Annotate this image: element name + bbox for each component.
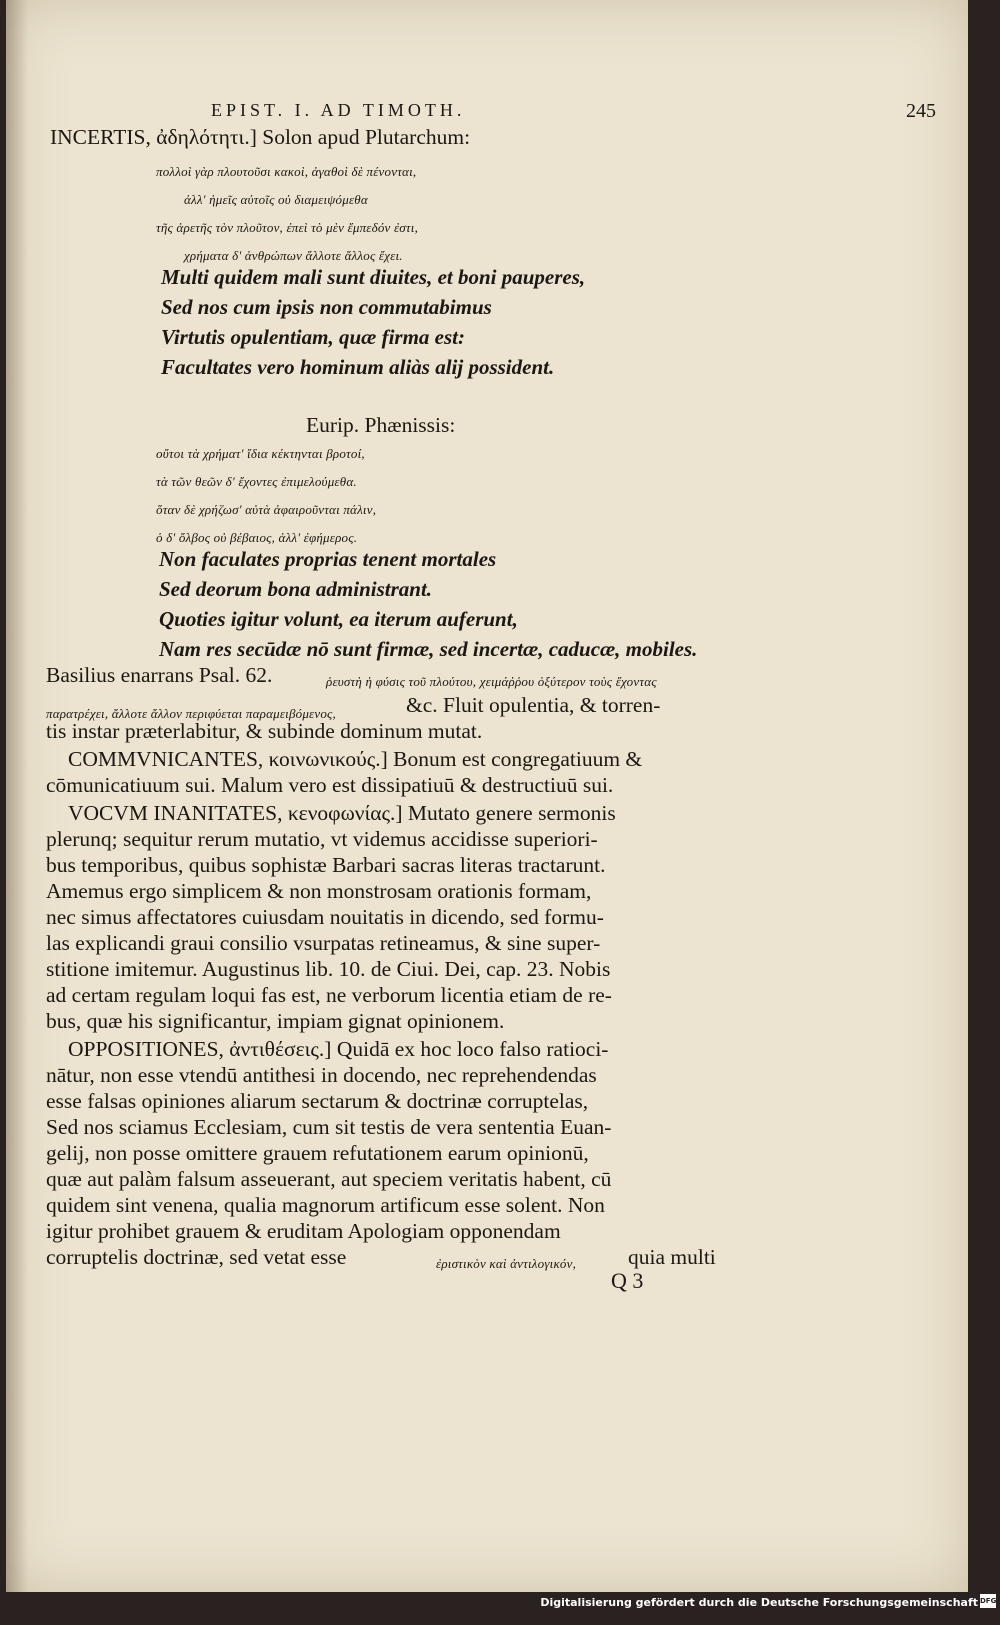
italic-verse-line: Sed deorum bona administrant. <box>159 577 433 601</box>
book-page <box>6 0 968 1592</box>
italic-verse-line: Sed nos cum ipsis non commutabimus <box>161 295 492 319</box>
text-line: INCERTIS, ἀδηλότητι.] Solon apud Plutarchum: <box>50 125 471 149</box>
greek-text-line: ἐριστικὸν καὶ ἀντιλογικόν, <box>436 1256 577 1271</box>
text-line: OPPOSITIONES, ἀντιθέσεις.] Quidā ex hoc loco falso ratioci- <box>68 1037 609 1061</box>
text-line: corruptelis doctrinæ, sed vetat esse <box>46 1245 347 1269</box>
greek-text-line: οὔτοι τὰ χρήματ' ἴδια κέκτηνται βροτοί, <box>156 446 365 461</box>
greek-text-line: παρατρέχει, ἄλλοτε ἄλλον περιφύεται παραμειβόμενος, <box>46 706 336 721</box>
text-line: tis instar præterlabitur, & subinde dominum mutat. <box>46 719 483 743</box>
greek-text-line: ἀλλ' ἡμεῖς αὐτοῖς οὐ διαμειψόμεθα <box>184 192 368 207</box>
text-line: las explicandi graui consilio vsurpatas retineamus, & sine super- <box>46 931 601 955</box>
text-line: stitione imitemur. Augustinus lib. 10. de Ciui. Dei, cap. 23. Nobis <box>46 957 611 981</box>
text-line: quæ aut palàm falsum asseuerant, aut speciem veritatis habent, cū <box>46 1167 612 1191</box>
text-line: VOCVM INANITATES, κενοφωνίας.] Mutato genere sermonis <box>68 801 616 825</box>
italic-verse-line: Non faculates proprias tenent mortales <box>159 547 497 571</box>
greek-text-line: πολλοὶ γὰρ πλουτοῦσι κακοὶ, ἀγαθοὶ δὲ πένονται, <box>156 164 417 179</box>
greek-text-line: τὰ τῶν θεῶν δ' ἔχοντες ἐπιμελούμεθα. <box>156 474 357 489</box>
page-number: 245 <box>906 100 936 122</box>
text-line: bus, quæ his significantur, impiam gignat opinionem. <box>46 1009 505 1033</box>
italic-verse-line: Multi quidem mali sunt diuites, et boni pauperes, <box>161 265 586 289</box>
text-line: gelij, non posse omittere grauem refutationem earum opinionū, <box>46 1141 589 1165</box>
italic-verse-line: Facultates vero hominum aliàs alij possident. <box>161 355 555 379</box>
greek-text-line: ὅταν δὲ χρήζωσ' αὐτὰ ἀφαιροῦνται πάλιν, <box>156 502 377 517</box>
italic-verse-line: Virtutis opulentiam, quæ firma est: <box>161 325 465 349</box>
greek-text-line: ὁ δ' ὄλβος οὐ βέβαιος, ἀλλ' ἐφήμερος. <box>156 530 358 545</box>
text-line: quidem sint venena, qualia magnorum artificum esse solent. Non <box>46 1193 605 1217</box>
dfg-logo: DFG <box>980 1594 996 1608</box>
text-line: COMMVNICANTES, κοινωνικούς.] Bonum est congregatiuum & <box>68 747 643 771</box>
digitization-credit: Digitalisierung gefördert durch die Deutsche Forschungsgemeinschaft <box>540 1596 978 1609</box>
italic-verse-line: Nam res secūdæ nō sunt firmæ, sed incertæ, caducæ, mobiles. <box>159 637 698 661</box>
text-line: Eurip. Phænissis: <box>306 413 456 437</box>
text-line: ad certam regulam loqui fas est, ne verborum licentia etiam de re- <box>46 983 612 1007</box>
text-line: Sed nos sciamus Ecclesiam, cum sit testis de vera sententia Euan- <box>46 1115 612 1139</box>
text-line: bus temporibus, quibus sophistæ Barbari sacras literas tractarunt. <box>46 853 606 877</box>
text-line: &c. Fluit opulentia, & torren- <box>406 693 661 717</box>
italic-verse-line: Quoties igitur volunt, ea iterum auferunt, <box>159 607 518 631</box>
greek-text-line: τῆς ἀρετῆς τὸν πλοῦτον, ἐπεὶ τὸ μὲν ἔμπεδόν ἐστι, <box>156 220 419 235</box>
text-line: quia multi <box>628 1245 716 1269</box>
text-line: cōmunicatiuum sui. Malum vero est dissipatiuū & destructiuū sui. <box>46 773 614 797</box>
greek-text-line: χρήματα δ' ἀνθρώπων ἄλλοτε ἄλλος ἔχει. <box>184 248 403 263</box>
text-line: igitur prohibet grauem & eruditam Apologiam opponendam <box>46 1219 561 1243</box>
text-line: Basilius enarrans Psal. 62. <box>46 663 273 687</box>
text-line: plerunq; sequitur rerum mutatio, vt videmus accidisse superiori- <box>46 827 598 851</box>
text-line: Amemus ergo simplicem & non monstrosam orationis formam, <box>46 879 592 903</box>
text-line: nātur, non esse vtendū antithesi in docendo, nec reprehendendas <box>46 1063 597 1087</box>
signature-mark: Q 3 <box>611 1268 644 1293</box>
text-line: nec simus affectatores cuiusdam nouitatis in dicendo, sed formu- <box>46 905 604 929</box>
greek-text-line: ῥευστὴ ἡ φύσις τοῦ πλούτου, χειμάῤῥου ὀξύτερον τοὺς ἔχοντας <box>326 674 657 689</box>
text-line: esse falsas opiniones aliarum sectarum & doctrinæ corruptelas, <box>46 1089 589 1113</box>
running-title: EPIST. I. AD TIMOTH. <box>211 100 466 120</box>
